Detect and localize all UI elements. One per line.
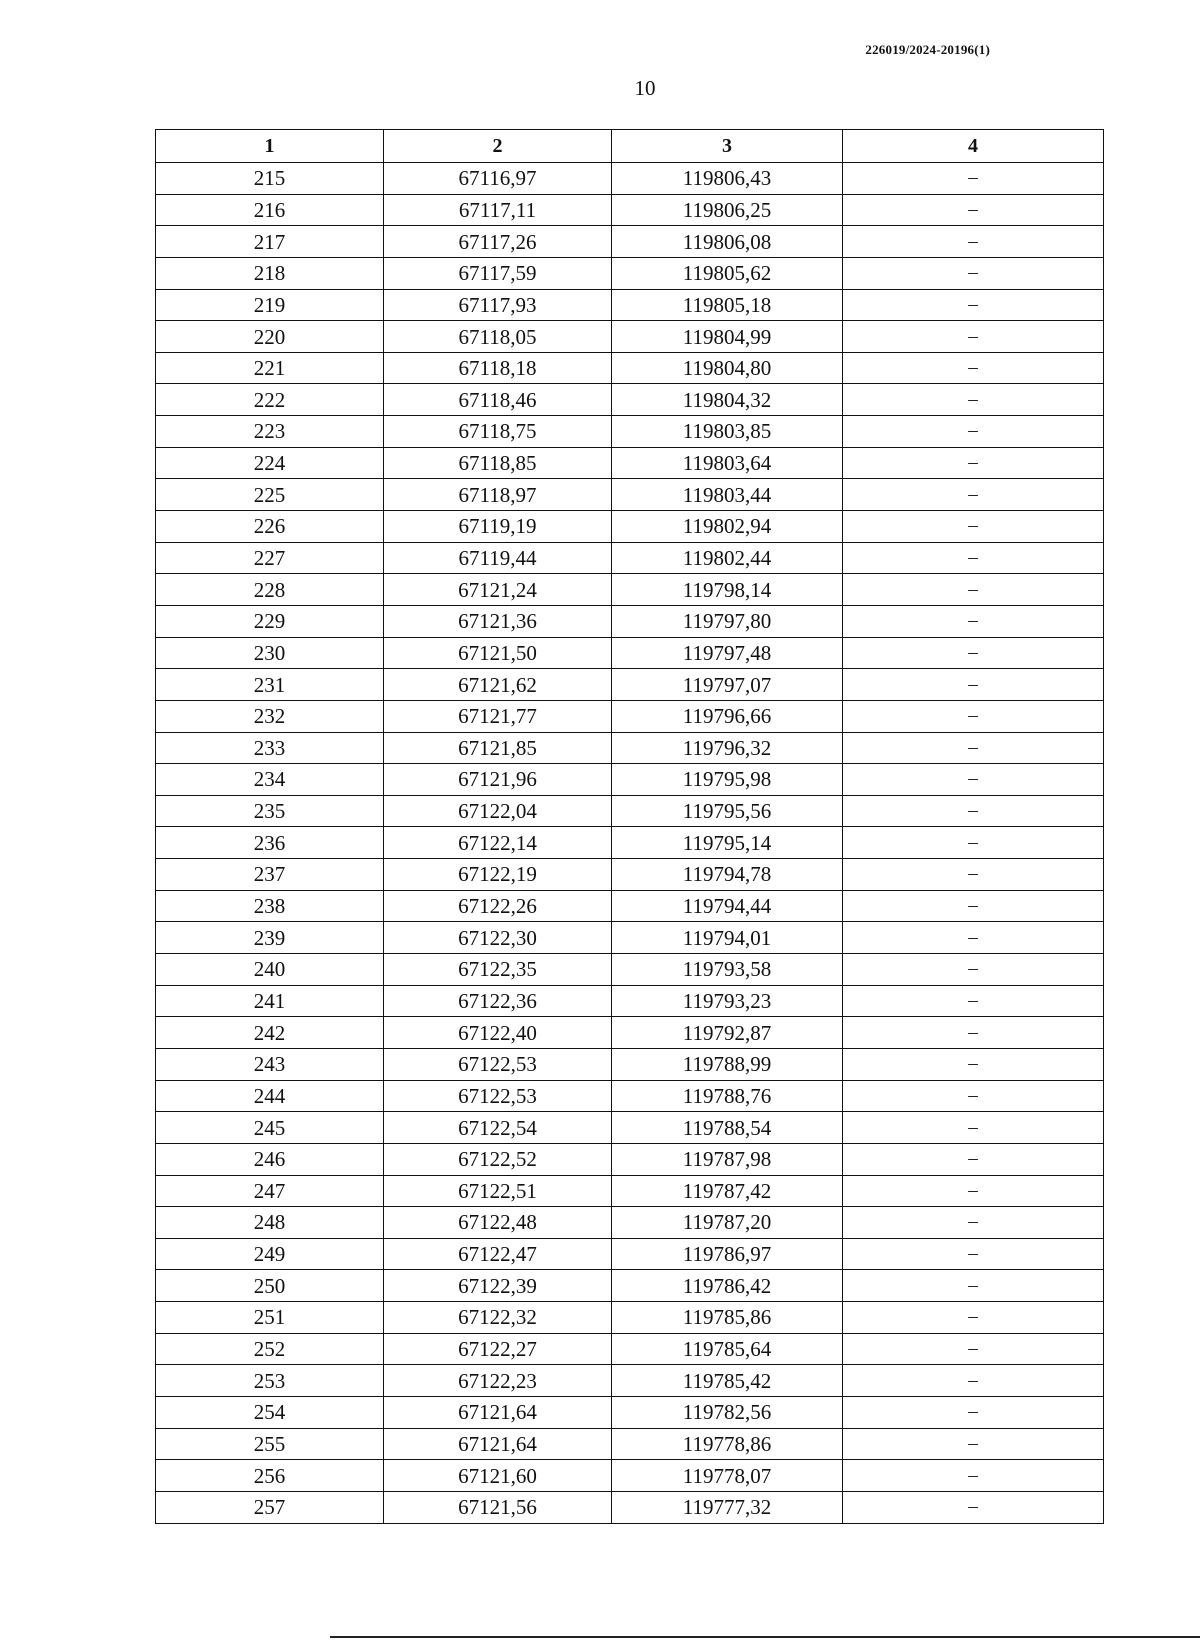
x-coordinate-cell: 67122,04 [384,795,612,827]
note-cell: – [843,922,1104,954]
bottom-rule-line [330,1636,1200,1638]
note-cell: – [843,194,1104,226]
point-number-cell: 236 [156,827,384,859]
table-row [156,954,1104,986]
table-row [156,922,1104,954]
table-row [156,1365,1104,1397]
table-row [156,352,1104,384]
x-coordinate-cell: 67122,52 [384,1143,612,1175]
x-coordinate-cell: 67116,97 [384,163,612,195]
table-row [156,163,1104,195]
note-cell: – [843,416,1104,448]
x-coordinate-cell: 67119,44 [384,542,612,574]
table-row [156,416,1104,448]
y-coordinate-cell: 119797,07 [612,669,843,701]
page-number: 10 [634,76,656,100]
column-header-1: 1 [156,130,384,163]
point-number-cell: 255 [156,1428,384,1460]
note-cell: – [843,574,1104,606]
y-coordinate-cell: 119794,78 [612,859,843,891]
x-coordinate-cell: 67121,64 [384,1428,612,1460]
y-coordinate-cell: 119803,44 [612,479,843,511]
table-row [156,637,1104,669]
table-row [156,764,1104,796]
table-row [156,732,1104,764]
x-coordinate-cell: 67122,36 [384,985,612,1017]
point-number-cell: 222 [156,384,384,416]
x-coordinate-cell: 67118,05 [384,321,612,353]
table-row [156,384,1104,416]
note-cell: – [843,1365,1104,1397]
point-number-cell: 253 [156,1365,384,1397]
x-coordinate-cell: 67117,93 [384,289,612,321]
x-coordinate-cell: 67122,48 [384,1207,612,1239]
x-coordinate-cell: 67118,75 [384,416,612,448]
y-coordinate-cell: 119785,42 [612,1365,843,1397]
point-number-cell: 246 [156,1143,384,1175]
point-number-cell: 228 [156,574,384,606]
note-cell: – [843,1396,1104,1428]
table-row [156,1428,1104,1460]
x-coordinate-cell: 67122,19 [384,859,612,891]
y-coordinate-cell: 119805,62 [612,257,843,289]
table-row [156,1302,1104,1334]
table-row [156,511,1104,543]
point-number-cell: 224 [156,447,384,479]
table-row [156,859,1104,891]
table-row [156,1017,1104,1049]
x-coordinate-cell: 67121,36 [384,605,612,637]
point-number-cell: 244 [156,1080,384,1112]
point-number-cell: 218 [156,257,384,289]
table-row [156,479,1104,511]
y-coordinate-cell: 119805,18 [612,289,843,321]
note-cell: – [843,384,1104,416]
y-coordinate-cell: 119802,94 [612,511,843,543]
table-row [156,795,1104,827]
point-number-cell: 250 [156,1270,384,1302]
note-cell: – [843,605,1104,637]
y-coordinate-cell: 119785,64 [612,1333,843,1365]
x-coordinate-cell: 67122,53 [384,1080,612,1112]
table-row [156,985,1104,1017]
note-cell: – [843,1302,1104,1334]
point-number-cell: 215 [156,163,384,195]
point-number-cell: 245 [156,1112,384,1144]
point-number-cell: 248 [156,1207,384,1239]
document-id: 226019/2024-20196(1) [865,42,990,57]
y-coordinate-cell: 119793,23 [612,985,843,1017]
y-coordinate-cell: 119794,01 [612,922,843,954]
x-coordinate-cell: 67118,97 [384,479,612,511]
y-coordinate-cell: 119788,76 [612,1080,843,1112]
note-cell: – [843,1238,1104,1270]
point-number-cell: 232 [156,700,384,732]
note-cell: – [843,479,1104,511]
note-cell: – [843,352,1104,384]
point-number-cell: 237 [156,859,384,891]
y-coordinate-cell: 119788,54 [612,1112,843,1144]
y-coordinate-cell: 119802,44 [612,542,843,574]
point-number-cell: 230 [156,637,384,669]
point-number-cell: 254 [156,1396,384,1428]
y-coordinate-cell: 119797,80 [612,605,843,637]
note-cell: – [843,1017,1104,1049]
y-coordinate-cell: 119778,86 [612,1428,843,1460]
y-coordinate-cell: 119804,80 [612,352,843,384]
note-cell: – [843,1143,1104,1175]
note-cell: – [843,1112,1104,1144]
x-coordinate-cell: 67117,59 [384,257,612,289]
x-coordinate-cell: 67118,18 [384,352,612,384]
point-number-cell: 252 [156,1333,384,1365]
point-number-cell: 221 [156,352,384,384]
y-coordinate-cell: 119795,14 [612,827,843,859]
y-coordinate-cell: 119806,08 [612,226,843,258]
x-coordinate-cell: 67122,53 [384,1048,612,1080]
y-coordinate-cell: 119787,98 [612,1143,843,1175]
note-cell: – [843,1333,1104,1365]
y-coordinate-cell: 119788,99 [612,1048,843,1080]
table-row [156,1175,1104,1207]
point-number-cell: 257 [156,1491,384,1523]
table-row [156,669,1104,701]
point-number-cell: 239 [156,922,384,954]
y-coordinate-cell: 119782,56 [612,1396,843,1428]
note-cell: – [843,732,1104,764]
note-cell: – [843,1428,1104,1460]
point-number-cell: 233 [156,732,384,764]
table-row [156,321,1104,353]
table-row [156,574,1104,606]
table-row [156,1491,1104,1523]
x-coordinate-cell: 67122,51 [384,1175,612,1207]
table-header [156,130,1104,163]
note-cell: – [843,637,1104,669]
table-row [156,890,1104,922]
x-coordinate-cell: 67122,47 [384,1238,612,1270]
x-coordinate-cell: 67122,32 [384,1302,612,1334]
table-row [156,257,1104,289]
x-coordinate-cell: 67122,35 [384,954,612,986]
x-coordinate-cell: 67122,30 [384,922,612,954]
point-number-cell: 241 [156,985,384,1017]
x-coordinate-cell: 67121,64 [384,1396,612,1428]
point-number-cell: 240 [156,954,384,986]
y-coordinate-cell: 119803,85 [612,416,843,448]
table-row [156,827,1104,859]
y-coordinate-cell: 119794,44 [612,890,843,922]
point-number-cell: 242 [156,1017,384,1049]
y-coordinate-cell: 119804,32 [612,384,843,416]
x-coordinate-cell: 67121,60 [384,1460,612,1492]
note-cell: – [843,985,1104,1017]
coordinates-table-container [155,129,1103,1524]
table-row [156,289,1104,321]
x-coordinate-cell: 67121,96 [384,764,612,796]
x-coordinate-cell: 67122,26 [384,890,612,922]
note-cell: – [843,226,1104,258]
point-number-cell: 223 [156,416,384,448]
note-cell: – [843,1207,1104,1239]
note-cell: – [843,890,1104,922]
point-number-cell: 220 [156,321,384,353]
point-number-cell: 238 [156,890,384,922]
x-coordinate-cell: 67118,85 [384,447,612,479]
table-row [156,1112,1104,1144]
table-row [156,605,1104,637]
y-coordinate-cell: 119806,25 [612,194,843,226]
point-number-cell: 217 [156,226,384,258]
note-cell: – [843,542,1104,574]
y-coordinate-cell: 119795,56 [612,795,843,827]
note-cell: – [843,954,1104,986]
table-row [156,1080,1104,1112]
note-cell: – [843,257,1104,289]
x-coordinate-cell: 67117,26 [384,226,612,258]
y-coordinate-cell: 119792,87 [612,1017,843,1049]
x-coordinate-cell: 67122,23 [384,1365,612,1397]
coordinates-table [155,129,1104,1524]
point-number-cell: 243 [156,1048,384,1080]
point-number-cell: 227 [156,542,384,574]
y-coordinate-cell: 119786,97 [612,1238,843,1270]
x-coordinate-cell: 67122,54 [384,1112,612,1144]
point-number-cell: 219 [156,289,384,321]
note-cell: – [843,163,1104,195]
table-row [156,1048,1104,1080]
note-cell: – [843,859,1104,891]
table-body [156,163,1104,1524]
x-coordinate-cell: 67122,27 [384,1333,612,1365]
header-row [156,130,1104,163]
note-cell: – [843,321,1104,353]
table-row [156,1207,1104,1239]
point-number-cell: 251 [156,1302,384,1334]
y-coordinate-cell: 119796,66 [612,700,843,732]
note-cell: – [843,1491,1104,1523]
note-cell: – [843,795,1104,827]
point-number-cell: 256 [156,1460,384,1492]
table-row [156,1238,1104,1270]
point-number-cell: 225 [156,479,384,511]
table-row [156,1143,1104,1175]
table-row [156,1333,1104,1365]
column-header-2: 2 [384,130,612,163]
y-coordinate-cell: 119793,58 [612,954,843,986]
x-coordinate-cell: 67121,77 [384,700,612,732]
y-coordinate-cell: 119777,32 [612,1491,843,1523]
note-cell: – [843,1048,1104,1080]
note-cell: – [843,511,1104,543]
y-coordinate-cell: 119795,98 [612,764,843,796]
note-cell: – [843,1175,1104,1207]
y-coordinate-cell: 119778,07 [612,1460,843,1492]
note-cell: – [843,289,1104,321]
y-coordinate-cell: 119806,43 [612,163,843,195]
x-coordinate-cell: 67121,62 [384,669,612,701]
note-cell: – [843,764,1104,796]
column-header-4: 4 [843,130,1104,163]
x-coordinate-cell: 67117,11 [384,194,612,226]
point-number-cell: 247 [156,1175,384,1207]
table-row [156,1460,1104,1492]
table-row [156,542,1104,574]
note-cell: – [843,1270,1104,1302]
y-coordinate-cell: 119787,42 [612,1175,843,1207]
x-coordinate-cell: 67122,40 [384,1017,612,1049]
point-number-cell: 249 [156,1238,384,1270]
x-coordinate-cell: 67121,24 [384,574,612,606]
table-row [156,700,1104,732]
y-coordinate-cell: 119803,64 [612,447,843,479]
y-coordinate-cell: 119798,14 [612,574,843,606]
y-coordinate-cell: 119785,86 [612,1302,843,1334]
table-row [156,447,1104,479]
y-coordinate-cell: 119796,32 [612,732,843,764]
note-cell: – [843,827,1104,859]
note-cell: – [843,447,1104,479]
table-row [156,1396,1104,1428]
y-coordinate-cell: 119797,48 [612,637,843,669]
y-coordinate-cell: 119804,99 [612,321,843,353]
x-coordinate-cell: 67121,50 [384,637,612,669]
point-number-cell: 231 [156,669,384,701]
note-cell: – [843,1460,1104,1492]
point-number-cell: 226 [156,511,384,543]
y-coordinate-cell: 119786,42 [612,1270,843,1302]
note-cell: – [843,669,1104,701]
x-coordinate-cell: 67119,19 [384,511,612,543]
x-coordinate-cell: 67122,14 [384,827,612,859]
y-coordinate-cell: 119787,20 [612,1207,843,1239]
point-number-cell: 229 [156,605,384,637]
point-number-cell: 235 [156,795,384,827]
point-number-cell: 216 [156,194,384,226]
table-row [156,226,1104,258]
x-coordinate-cell: 67122,39 [384,1270,612,1302]
x-coordinate-cell: 67121,85 [384,732,612,764]
x-coordinate-cell: 67118,46 [384,384,612,416]
point-number-cell: 234 [156,764,384,796]
note-cell: – [843,700,1104,732]
table-row [156,1270,1104,1302]
column-header-3: 3 [612,130,843,163]
note-cell: – [843,1080,1104,1112]
x-coordinate-cell: 67121,56 [384,1491,612,1523]
table-row [156,194,1104,226]
